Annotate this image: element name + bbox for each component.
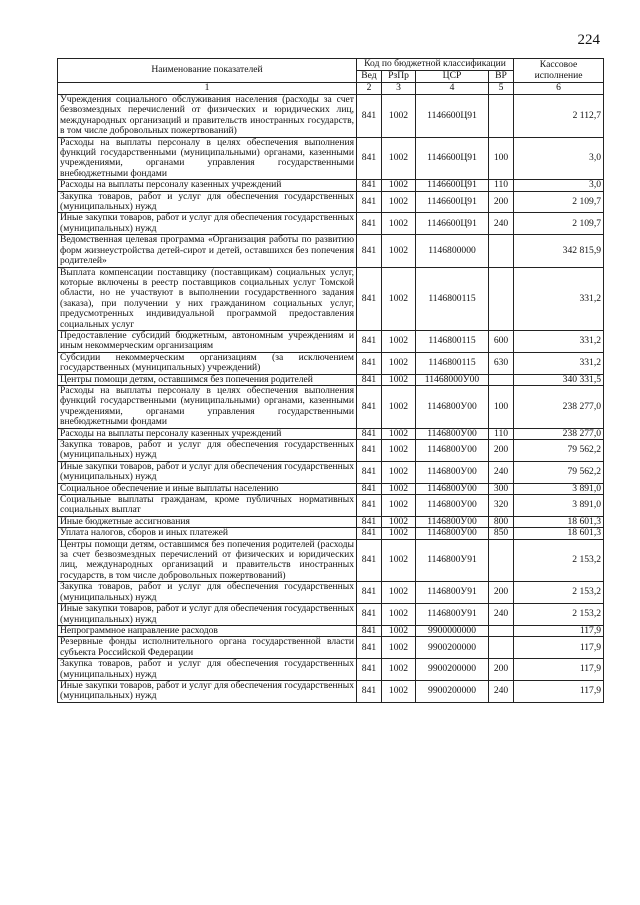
row-amount: 2 153,2 bbox=[514, 604, 604, 626]
row-name: Субсидии некоммерческим организациям (за исключением государственных (муниципальных) учреждений) bbox=[58, 352, 357, 374]
row-csr: 1146800У00 bbox=[416, 461, 489, 483]
row-ved: 841 bbox=[357, 352, 382, 374]
budget-table bbox=[57, 58, 604, 703]
row-rzpr: 1002 bbox=[382, 680, 416, 702]
row-name: Учреждения социального обслуживания населения (расходы за счет безвозмездных перечислений от физических и юридических лиц, международных организаций и правительств иностранных государств, в том числе добровольных пожертвований) bbox=[58, 95, 357, 138]
row-ved: 841 bbox=[357, 213, 382, 235]
column-index-row bbox=[58, 83, 604, 95]
row-rzpr: 1002 bbox=[382, 604, 416, 626]
row-name: Социальные выплаты гражданам, кроме публичных нормативных социальных выплат bbox=[58, 495, 357, 517]
row-ved: 841 bbox=[357, 180, 382, 191]
row-ved: 841 bbox=[357, 428, 382, 439]
row-csr: 1146800У00 bbox=[416, 483, 489, 494]
row-vr bbox=[489, 374, 514, 385]
row-name: Закупка товаров, работ и услуг для обеспечения государственных (муниципальных) нужд bbox=[58, 440, 357, 462]
row-csr: 1146600Ц91 bbox=[416, 180, 489, 191]
column-index: 5 bbox=[489, 83, 514, 95]
table-body bbox=[58, 95, 604, 703]
row-name: Уплата налогов, сборов и иных платежей bbox=[58, 528, 357, 539]
row-rzpr: 1002 bbox=[382, 352, 416, 374]
row-ved: 841 bbox=[357, 137, 382, 180]
row-amount: 79 562,2 bbox=[514, 461, 604, 483]
table-row bbox=[58, 604, 604, 626]
row-ved: 841 bbox=[357, 637, 382, 659]
row-csr: 1146800У91 bbox=[416, 582, 489, 604]
table-row bbox=[58, 461, 604, 483]
table-row bbox=[58, 659, 604, 681]
row-amount: 117,9 bbox=[514, 680, 604, 702]
row-amount: 117,9 bbox=[514, 659, 604, 681]
table-row bbox=[58, 625, 604, 636]
row-vr: 100 bbox=[489, 137, 514, 180]
row-ved: 841 bbox=[357, 680, 382, 702]
row-rzpr: 1002 bbox=[382, 95, 416, 138]
row-rzpr: 1002 bbox=[382, 137, 416, 180]
row-rzpr: 1002 bbox=[382, 637, 416, 659]
row-csr: 1146800У00 bbox=[416, 428, 489, 439]
row-csr: 11468000У00 bbox=[416, 374, 489, 385]
table-row bbox=[58, 95, 604, 138]
row-amount: 3,0 bbox=[514, 137, 604, 180]
row-amount: 18 601,3 bbox=[514, 516, 604, 527]
row-rzpr: 1002 bbox=[382, 330, 416, 352]
row-rzpr: 1002 bbox=[382, 385, 416, 428]
header-ved: Вед bbox=[357, 71, 382, 83]
row-ved: 841 bbox=[357, 659, 382, 681]
row-ved: 841 bbox=[357, 461, 382, 483]
row-rzpr: 1002 bbox=[382, 374, 416, 385]
header-amount: Кассовое исполнение bbox=[514, 59, 604, 83]
row-amount: 3,0 bbox=[514, 180, 604, 191]
row-amount: 2 109,7 bbox=[514, 213, 604, 235]
row-vr bbox=[489, 625, 514, 636]
column-index: 1 bbox=[58, 83, 357, 95]
table-row bbox=[58, 267, 604, 330]
row-vr: 200 bbox=[489, 582, 514, 604]
row-vr: 110 bbox=[489, 180, 514, 191]
row-ved: 841 bbox=[357, 528, 382, 539]
row-ved: 841 bbox=[357, 483, 382, 494]
row-rzpr: 1002 bbox=[382, 539, 416, 582]
table-row bbox=[58, 440, 604, 462]
row-name: Расходы на выплаты персоналу казенных учреждений bbox=[58, 428, 357, 439]
row-rzpr: 1002 bbox=[382, 495, 416, 517]
row-name: Непрограммное направление расходов bbox=[58, 625, 357, 636]
row-name: Выплата компенсации поставщику (поставщикам) социальных услуг, которые включены в реестр поставщиков социальных услуг Томской области, но не участвуют в выполнении государственного задания (заказа), при получении у них гражданином социальных услуг, предусмотренных индивидуальной программой предоставления социальных услуг bbox=[58, 267, 357, 330]
row-csr: 1146600Ц91 bbox=[416, 95, 489, 138]
row-name: Резервные фонды исполнительного органа государственной власти субъекта Российской Федерации bbox=[58, 637, 357, 659]
row-name: Иные закупки товаров, работ и услуг для обеспечения государственных (муниципальных) нужд bbox=[58, 604, 357, 626]
row-amount: 3 891,0 bbox=[514, 495, 604, 517]
row-vr: 110 bbox=[489, 428, 514, 439]
row-rzpr: 1002 bbox=[382, 428, 416, 439]
row-csr: 1146800У00 bbox=[416, 385, 489, 428]
row-ved: 841 bbox=[357, 625, 382, 636]
row-amount: 340 331,5 bbox=[514, 374, 604, 385]
row-name: Закупка товаров, работ и услуг для обеспечения государственных (муниципальных) нужд bbox=[58, 191, 357, 213]
row-amount: 117,9 bbox=[514, 625, 604, 636]
column-index: 6 bbox=[514, 83, 604, 95]
column-index: 4 bbox=[416, 83, 489, 95]
row-amount: 3 891,0 bbox=[514, 483, 604, 494]
row-ved: 841 bbox=[357, 385, 382, 428]
table-row bbox=[58, 539, 604, 582]
row-csr: 9900000000 bbox=[416, 625, 489, 636]
row-csr: 1146800У91 bbox=[416, 604, 489, 626]
table-row bbox=[58, 137, 604, 180]
table-row bbox=[58, 582, 604, 604]
row-vr bbox=[489, 267, 514, 330]
table-row bbox=[58, 483, 604, 494]
row-vr bbox=[489, 95, 514, 138]
row-rzpr: 1002 bbox=[382, 191, 416, 213]
row-ved: 841 bbox=[357, 235, 382, 267]
row-ved: 841 bbox=[357, 516, 382, 527]
row-ved: 841 bbox=[357, 604, 382, 626]
row-ved: 841 bbox=[357, 440, 382, 462]
row-csr: 1146600Ц91 bbox=[416, 191, 489, 213]
row-csr: 1146600Ц91 bbox=[416, 213, 489, 235]
row-csr: 9900200000 bbox=[416, 680, 489, 702]
row-name: Ведомственная целевая программа «Организация работы по развитию форм жизнеустройства детей-сирот и детей, оставшихся без попечения родителей» bbox=[58, 235, 357, 267]
row-amount: 238 277,0 bbox=[514, 428, 604, 439]
row-vr: 240 bbox=[489, 604, 514, 626]
row-rzpr: 1002 bbox=[382, 483, 416, 494]
row-vr bbox=[489, 637, 514, 659]
row-csr: 1146800115 bbox=[416, 267, 489, 330]
table-row bbox=[58, 495, 604, 517]
row-amount: 331,2 bbox=[514, 267, 604, 330]
row-rzpr: 1002 bbox=[382, 582, 416, 604]
row-vr: 850 bbox=[489, 528, 514, 539]
row-amount: 18 601,3 bbox=[514, 528, 604, 539]
row-vr: 320 bbox=[489, 495, 514, 517]
row-csr: 1146800У00 bbox=[416, 516, 489, 527]
row-amount: 2 153,2 bbox=[514, 582, 604, 604]
row-name: Социальное обеспечение и иные выплаты населению bbox=[58, 483, 357, 494]
row-rzpr: 1002 bbox=[382, 213, 416, 235]
header-code-group: Код по бюджетной классификации bbox=[357, 59, 514, 71]
row-rzpr: 1002 bbox=[382, 180, 416, 191]
row-vr: 200 bbox=[489, 659, 514, 681]
row-csr: 1146600Ц91 bbox=[416, 137, 489, 180]
row-amount: 342 815,9 bbox=[514, 235, 604, 267]
row-csr: 9900200000 bbox=[416, 637, 489, 659]
row-rzpr: 1002 bbox=[382, 267, 416, 330]
row-ved: 841 bbox=[357, 267, 382, 330]
row-vr bbox=[489, 235, 514, 267]
table-row bbox=[58, 385, 604, 428]
row-amount: 79 562,2 bbox=[514, 440, 604, 462]
row-amount: 331,2 bbox=[514, 330, 604, 352]
table-row bbox=[58, 680, 604, 702]
table-row bbox=[58, 191, 604, 213]
row-csr: 1146800У00 bbox=[416, 495, 489, 517]
row-csr: 1146800115 bbox=[416, 352, 489, 374]
row-csr: 1146800У00 bbox=[416, 440, 489, 462]
row-ved: 841 bbox=[357, 330, 382, 352]
row-ved: 841 bbox=[357, 582, 382, 604]
table-row bbox=[58, 352, 604, 374]
header-rzpr: РзПр bbox=[382, 71, 416, 83]
table-row bbox=[58, 180, 604, 191]
table-row bbox=[58, 235, 604, 267]
row-name: Расходы на выплаты персоналу казенных учреждений bbox=[58, 180, 357, 191]
row-vr: 200 bbox=[489, 191, 514, 213]
row-vr: 240 bbox=[489, 461, 514, 483]
row-name: Центры помощи детям, оставшимся без попечения родителей bbox=[58, 374, 357, 385]
row-vr: 600 bbox=[489, 330, 514, 352]
table-row bbox=[58, 374, 604, 385]
row-vr bbox=[489, 539, 514, 582]
row-name: Иные закупки товаров, работ и услуг для обеспечения государственных (муниципальных) нужд bbox=[58, 461, 357, 483]
row-vr: 240 bbox=[489, 213, 514, 235]
row-rzpr: 1002 bbox=[382, 528, 416, 539]
row-vr: 240 bbox=[489, 680, 514, 702]
row-ved: 841 bbox=[357, 539, 382, 582]
column-index: 3 bbox=[382, 83, 416, 95]
row-rzpr: 1002 bbox=[382, 235, 416, 267]
row-csr: 1146800У91 bbox=[416, 539, 489, 582]
table-row bbox=[58, 213, 604, 235]
header-csr: ЦСР bbox=[416, 71, 489, 83]
row-rzpr: 1002 bbox=[382, 516, 416, 527]
row-vr: 630 bbox=[489, 352, 514, 374]
row-name: Иные закупки товаров, работ и услуг для обеспечения государственных (муниципальных) нужд bbox=[58, 680, 357, 702]
row-name: Иные бюджетные ассигнования bbox=[58, 516, 357, 527]
row-csr: 9900200000 bbox=[416, 659, 489, 681]
row-ved: 841 bbox=[357, 191, 382, 213]
row-amount: 2 109,7 bbox=[514, 191, 604, 213]
row-rzpr: 1002 bbox=[382, 659, 416, 681]
row-amount: 238 277,0 bbox=[514, 385, 604, 428]
row-csr: 1146800115 bbox=[416, 330, 489, 352]
column-index: 2 bbox=[357, 83, 382, 95]
header-name: Наименование показателей bbox=[58, 59, 357, 83]
table-row bbox=[58, 428, 604, 439]
row-ved: 841 bbox=[357, 495, 382, 517]
row-csr: 1146800000 bbox=[416, 235, 489, 267]
row-name: Предоставление субсидий бюджетным, автономным учреждениям и иным некоммерческим организациям bbox=[58, 330, 357, 352]
table-row bbox=[58, 528, 604, 539]
row-name: Центры помощи детям, оставшимся без попечения родителей (расходы за счет безвозмездных перечислений от физических и юридических лиц, международных организаций и правительств иностранных государств, в том числе добровольных пожертвований) bbox=[58, 539, 357, 582]
row-vr: 200 bbox=[489, 440, 514, 462]
row-name: Расходы на выплаты персоналу в целях обеспечения выполнения функций государственными (муниципальными) органами, казенными учреждениями, органами управления государственными внебюджетными фондами bbox=[58, 137, 357, 180]
table-row bbox=[58, 516, 604, 527]
table-row bbox=[58, 637, 604, 659]
row-ved: 841 bbox=[357, 374, 382, 385]
row-amount: 2 153,2 bbox=[514, 539, 604, 582]
row-amount: 331,2 bbox=[514, 352, 604, 374]
row-rzpr: 1002 bbox=[382, 625, 416, 636]
row-name: Закупка товаров, работ и услуг для обеспечения государственных (муниципальных) нужд bbox=[58, 659, 357, 681]
row-amount: 117,9 bbox=[514, 637, 604, 659]
page-number: 224 bbox=[577, 32, 600, 48]
row-vr: 300 bbox=[489, 483, 514, 494]
row-csr: 1146800У00 bbox=[416, 528, 489, 539]
row-vr: 100 bbox=[489, 385, 514, 428]
row-ved: 841 bbox=[357, 95, 382, 138]
row-vr: 800 bbox=[489, 516, 514, 527]
table-row bbox=[58, 330, 604, 352]
row-rzpr: 1002 bbox=[382, 461, 416, 483]
row-name: Закупка товаров, работ и услуг для обеспечения государственных (муниципальных) нужд bbox=[58, 582, 357, 604]
row-amount: 2 112,7 bbox=[514, 95, 604, 138]
row-name: Расходы на выплаты персоналу в целях обеспечения выполнения функций государственными (муниципальными) органами, казенными учреждениями, органами управления государственными внебюджетными фондами bbox=[58, 385, 357, 428]
row-rzpr: 1002 bbox=[382, 440, 416, 462]
row-name: Иные закупки товаров, работ и услуг для обеспечения государственных (муниципальных) нужд bbox=[58, 213, 357, 235]
header-vr: ВР bbox=[489, 71, 514, 83]
